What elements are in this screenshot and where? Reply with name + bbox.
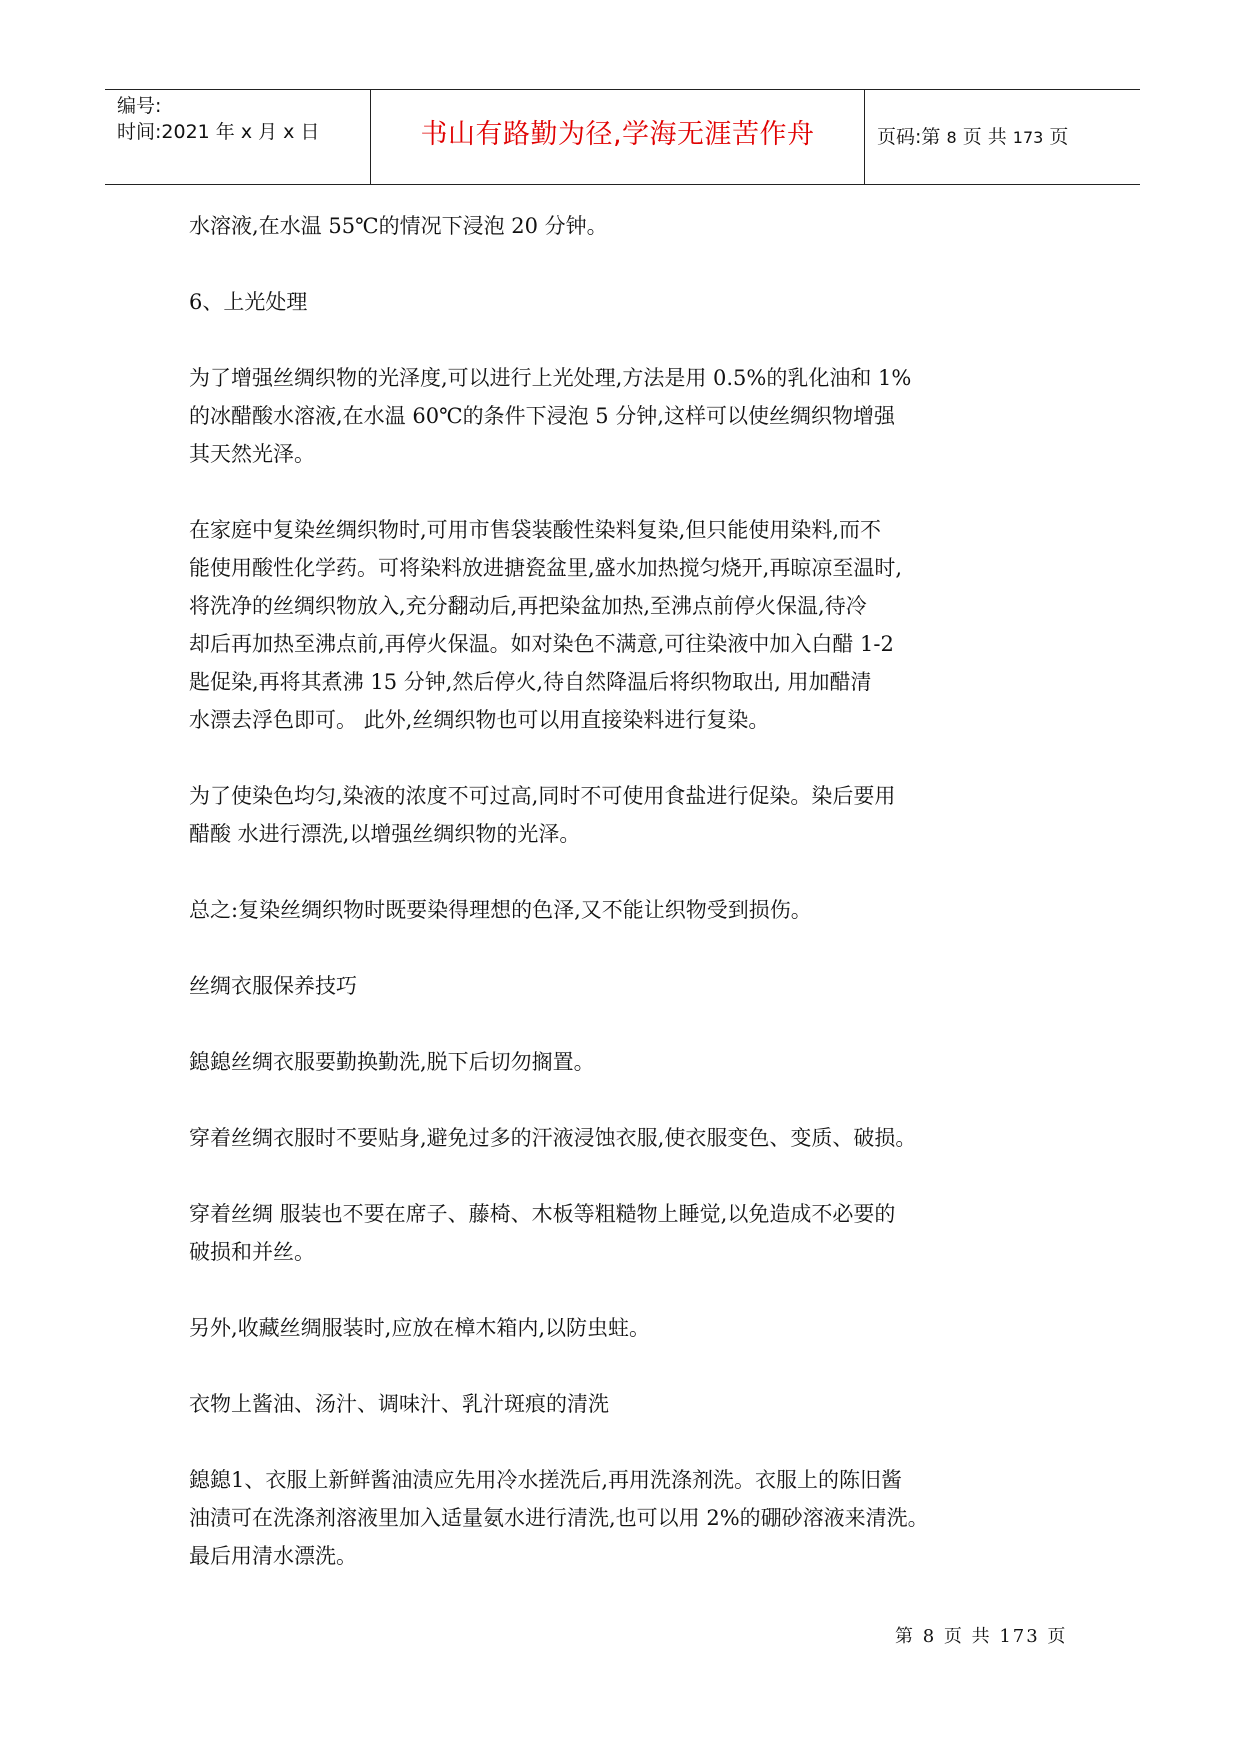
header-page-indicator [877, 125, 1068, 150]
text-line: 却后再加热至沸点前,再停火保温。如对染色不满意,可往染液中加入白醋 1-2 [189, 632, 894, 656]
header-meta-cell [105, 90, 370, 184]
header-motto-cell [370, 90, 865, 184]
page-header [105, 89, 1140, 185]
text-line: 将洗净的丝绸织物放入,充分翻动后,再把染盆加热,至沸点前停火保温,待冷 [189, 594, 867, 618]
document-body [189, 207, 1079, 1613]
text-line: 总之:复染丝绸织物时既要染得理想的色泽,又不能让织物受到损伤。 [189, 898, 812, 922]
header-page-number: 8 [946, 128, 957, 147]
text-line: 6、上光处理 [189, 290, 308, 314]
header-page-end: 页 [1049, 126, 1069, 148]
text-line: 匙促染,再将其煮沸 15 分钟,然后停火,待自然降温后将织物取出, 用加醋清 [189, 670, 872, 694]
text-line: 油渍可在洗涤剂溶液里加入适量氨水进行清洗,也可以用 2%的硼砂溶液来清洗。 [189, 1506, 929, 1530]
page-footer: 第 8 页 共 173 页 [895, 1626, 1068, 1647]
text-line: 的冰醋酸水溶液,在水温 60℃的条件下浸泡 5 分钟,这样可以使丝绸织物增强 [189, 404, 895, 428]
header-page-cell [865, 90, 1140, 184]
paragraph [189, 777, 1079, 853]
paragraph [189, 1461, 1079, 1575]
text-line: 水漂去浮色即可。 此外,丝绸织物也可以用直接染料进行复染。 [189, 708, 770, 732]
text-line: 在家庭中复染丝绸织物时,可用市售袋装酸性染料复染,但只能使用染料,而不 [189, 518, 882, 542]
header-page-label: 页码:第 [877, 126, 941, 148]
text-line: 能使用酸性化学药。可将染料放进搪瓷盆里,盛水加热搅匀烧开,再晾凉至温时, [189, 556, 903, 580]
paragraph [189, 511, 1079, 739]
paragraph [189, 1195, 1079, 1271]
text-line: 为了增强丝绸织物的光泽度,可以进行上光处理,方法是用 0.5%的乳化油和 1% [189, 366, 912, 390]
text-line: 其天然光泽。 [189, 442, 315, 466]
text-line: 鎴鎴丝绸衣服要勤换勤洗,脱下后切勿搁置。 [189, 1050, 595, 1074]
text-line: 为了使染色均匀,染液的浓度不可过高,同时不可使用食盐进行促染。染后要用 [189, 784, 896, 808]
text-line: 丝绸衣服保养技巧 [189, 974, 357, 998]
header-page-total: 173 [1012, 128, 1044, 147]
paragraph [189, 1309, 1079, 1347]
header-motto: 书山有路勤为径,学海无涯苦作舟 [420, 119, 815, 150]
section-heading [189, 967, 1079, 1005]
text-line: 穿着丝绸衣服时不要贴身,避免过多的汗液浸蚀衣服,使衣服变色、变质、破损。 [189, 1126, 917, 1150]
document-time-label: 时间:2021 年 x 月 x 日 [117, 121, 320, 143]
paragraph [189, 207, 1079, 245]
text-line: 另外,收藏丝绸服装时,应放在樟木箱内,以防虫蛀。 [189, 1316, 651, 1340]
paragraph [189, 1119, 1079, 1157]
text-line: 衣物上酱油、汤汁、调味汁、乳汁斑痕的清洗 [189, 1392, 609, 1416]
section-heading [189, 283, 1079, 321]
header-page-mid: 页 共 [962, 126, 1007, 148]
document-number-label: 编号: [117, 95, 162, 117]
text-line: 鎴鎴1、衣服上新鲜酱油渍应先用冷水搓洗后,再用洗涤剂洗。衣服上的陈旧酱 [189, 1468, 903, 1492]
paragraph [189, 359, 1079, 473]
text-line: 穿着丝绸 服装也不要在席子、藤椅、木板等粗糙物上睡觉,以免造成不必要的 [189, 1202, 896, 1226]
text-line: 最后用清水漂洗。 [189, 1544, 357, 1568]
text-line: 醋酸 水进行漂洗,以增强丝绸织物的光泽。 [189, 822, 581, 846]
paragraph [189, 891, 1079, 929]
paragraph [189, 1043, 1079, 1081]
text-line: 破损和并丝。 [189, 1240, 315, 1264]
section-heading [189, 1385, 1079, 1423]
text-line: 水溶液,在水温 55℃的情况下浸泡 20 分钟。 [189, 214, 608, 238]
